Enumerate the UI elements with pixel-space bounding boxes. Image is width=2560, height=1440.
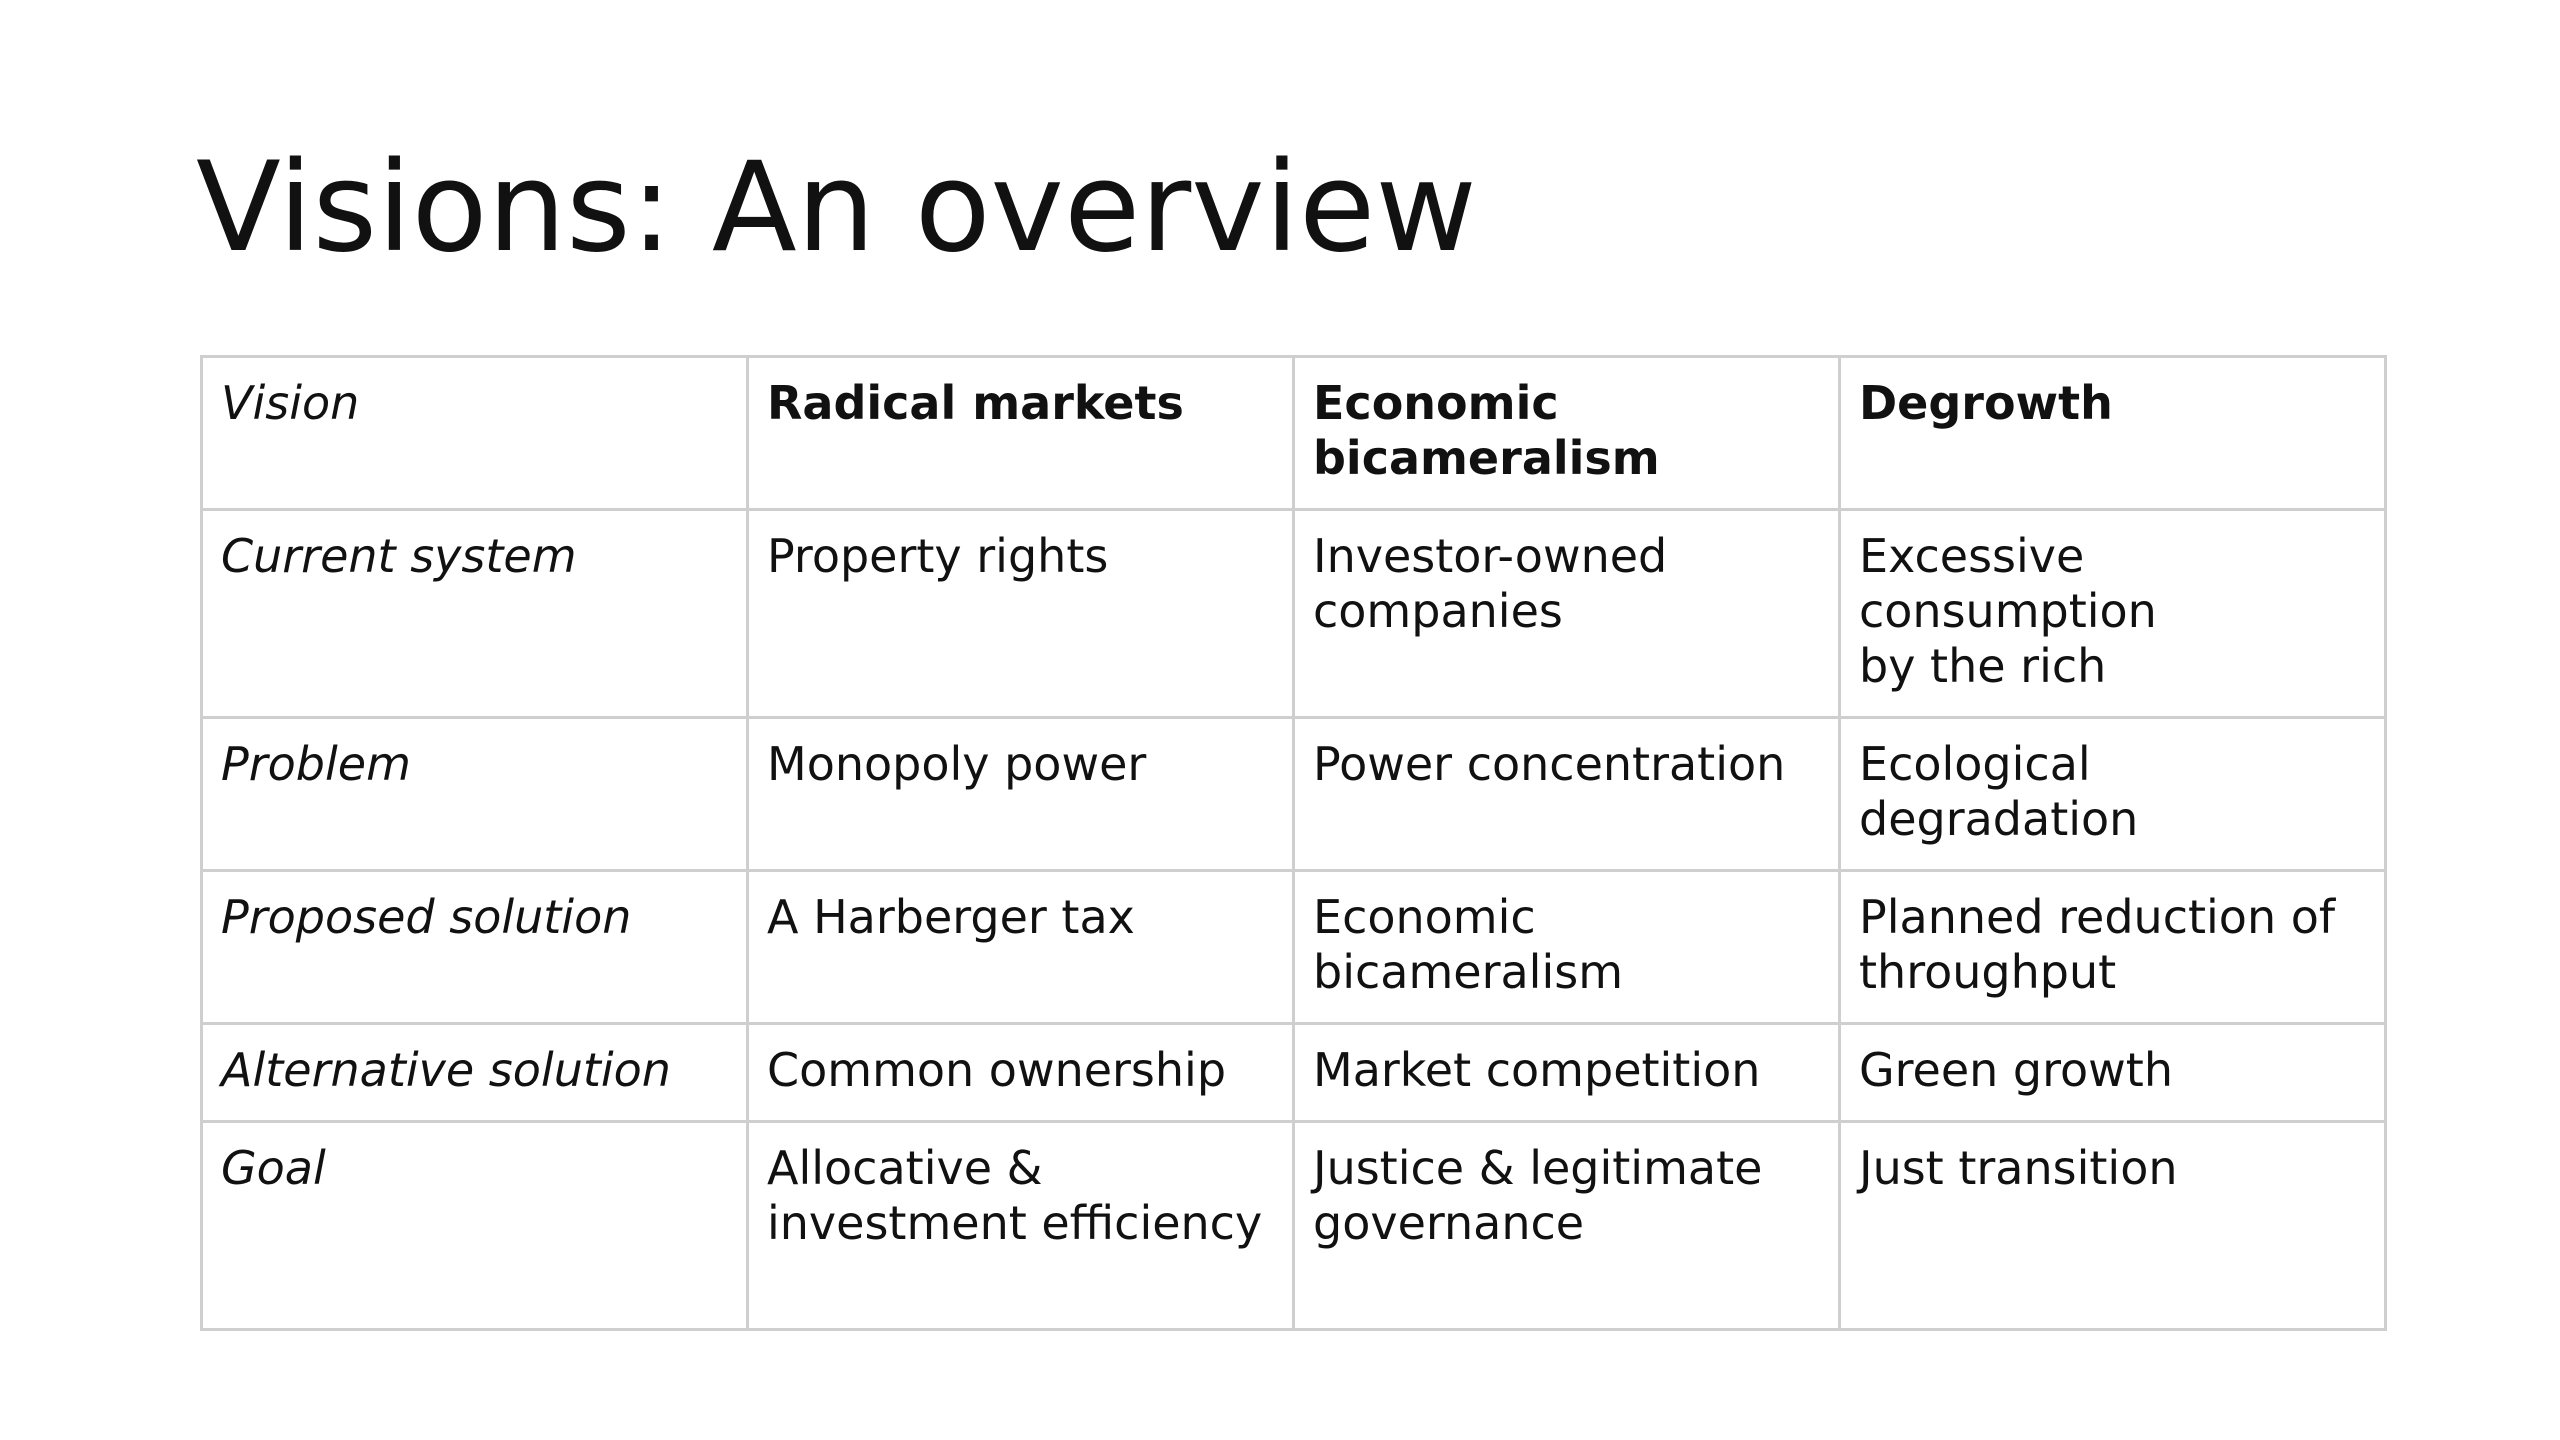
- table-cell: Justice & legitimate governance: [1294, 1122, 1840, 1330]
- row-label-goal: Goal: [202, 1122, 748, 1330]
- table-cell: Market competition: [1294, 1024, 1840, 1122]
- table-row: [202, 1024, 2386, 1122]
- table-cell: Planned reduction of throughput: [1840, 871, 2386, 1024]
- row-label-problem: Problem: [202, 718, 748, 871]
- table-cell: Economic bicameralism: [1294, 871, 1840, 1024]
- table-row: [202, 871, 2386, 1024]
- header-degrowth: Degrowth: [1840, 357, 2386, 510]
- table-cell: Common ownership: [748, 1024, 1294, 1122]
- header-economic-bicameralism: Economic bicameralism: [1294, 357, 1840, 510]
- table-cell: A Harberger tax: [748, 871, 1294, 1024]
- table-cell: Excessive consumption by the rich: [1840, 510, 2386, 718]
- table-cell: Green growth: [1840, 1024, 2386, 1122]
- slide-title: Visions: An overview: [196, 136, 1477, 280]
- row-label-alternative-solution: Alternative solution: [202, 1024, 748, 1122]
- overview-table: [200, 355, 2387, 1331]
- table-row: [202, 718, 2386, 871]
- header-radical-markets: Radical markets: [748, 357, 1294, 510]
- table-cell: Property rights: [748, 510, 1294, 718]
- table-cell: Just transition: [1840, 1122, 2386, 1330]
- table-row: [202, 510, 2386, 718]
- table-header-row: [202, 357, 2386, 510]
- table-cell: Allocative & investment efficiency: [748, 1122, 1294, 1330]
- table-row: [202, 1122, 2386, 1330]
- table-cell: Ecological degradation: [1840, 718, 2386, 871]
- header-row-label: Vision: [202, 357, 748, 510]
- table-cell: Power concentration: [1294, 718, 1840, 871]
- table-cell: Investor-owned companies: [1294, 510, 1840, 718]
- row-label-current-system: Current system: [202, 510, 748, 718]
- row-label-proposed-solution: Proposed solution: [202, 871, 748, 1024]
- table-cell: Monopoly power: [748, 718, 1294, 871]
